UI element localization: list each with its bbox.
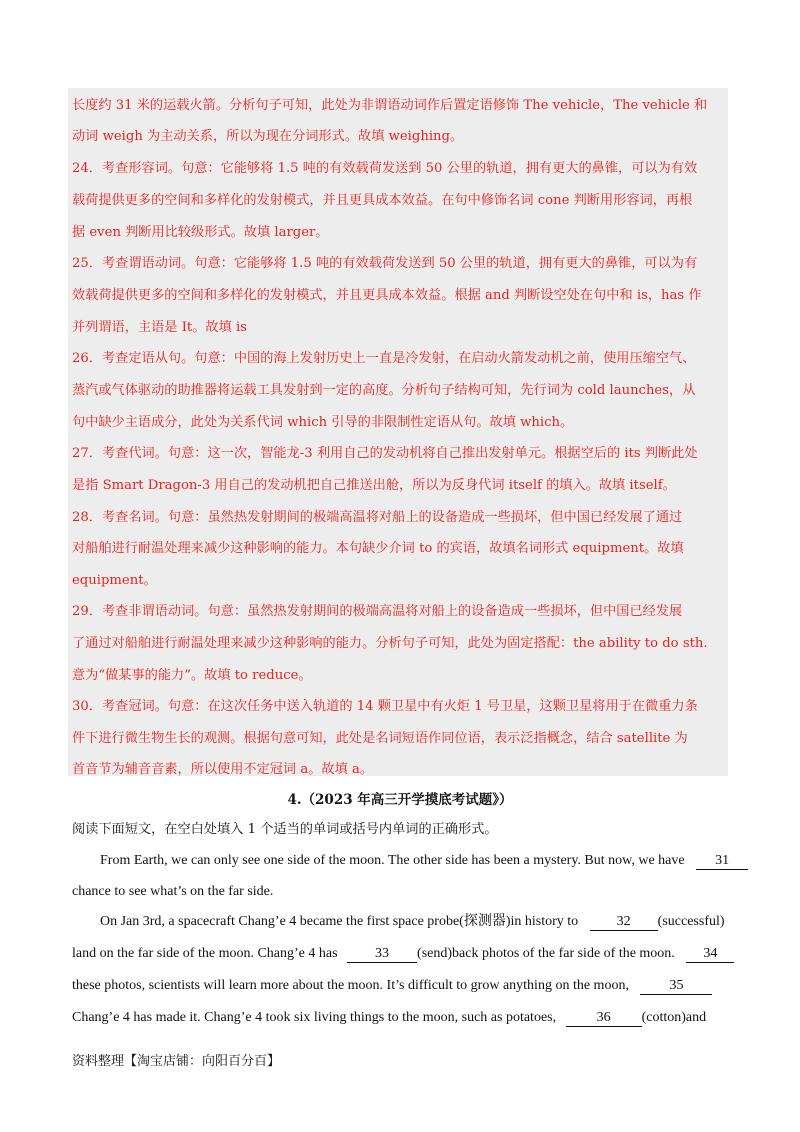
answer-line: 件下进行微生物生长的观测。根据句意可知，此处是名词短语作同位语，表示泛指概念，结合 satellite 为 — [72, 731, 688, 746]
passage-line: chance to see what’s on the far side. — [72, 884, 274, 899]
answer-line: 是指 Smart Dragon-3 用自己的发动机把自己推送出舱，所以为反身代词 itself 的填入。故填 itself。 — [72, 478, 676, 493]
passage-line — [100, 851, 748, 871]
blank-31[interactable]: 31 — [696, 853, 748, 870]
passage-text: On Jan 3rd, a spacecraft Chang’e 4 became the first space probe(探测器)in history to — [100, 914, 579, 929]
passage-line — [72, 944, 734, 964]
passage-text: (cotton)and — [641, 1010, 707, 1025]
answer-line: 并列谓语，主语是 It。故填 is — [72, 320, 247, 335]
answer-line: 效载荷提供更多的空间和多样化的发射模式，并且更具成本效益。根据 and 判断设空处在句中和 is，has 作 — [72, 288, 702, 303]
blank-36[interactable]: 36 — [566, 1010, 642, 1027]
answer-30-line: 30．考查冠词。句意：在这次任务中送入轨道的 14 颗卫星中有火炬 1 号卫星，这颗卫星将用于在微重力条 — [72, 699, 698, 714]
passage-line — [100, 912, 725, 932]
blank-32[interactable]: 32 — [590, 914, 658, 931]
answer-27-line: 27．考查代词。句意：这一次，智能龙-3 利用自己的发动机将自己推出发射单元。根据空后的 its 判断此处 — [72, 446, 698, 461]
passage-text: (successful) — [657, 914, 725, 929]
answer-29-line: 29．考查非谓语动词。句意：虽然热发射期间的极端高温将对船上的设备造成一些损坏，但中国已经发展 — [72, 604, 683, 619]
passage-text: From Earth, we can only see one side of the moon. The other side has been a mystery. But now, we have — [100, 853, 685, 868]
answer-line: 意为“做某事的能力”。故填 to reduce。 — [72, 668, 312, 683]
answer-25-line: 25．考查谓语动词。句意：它能够将 1.5 吨的有效载荷发送到 50 公里的轨道，拥有更大的鼻锥，可以为有 — [72, 256, 698, 271]
answer-line: 蒸汽或气体驱动的助推器将运载工具发射到一定的高度。分析句子结构可知，先行词为 cold launches，从 — [72, 383, 696, 398]
answer-line: 对船舶进行耐温处理来减少这种影响的能力。本句缺少介词 to 的宾语，故填名词形式 equipment。故填 — [72, 541, 684, 556]
blank-34[interactable]: 34 — [686, 946, 734, 963]
answer-line: 句中缺少主语成分，此处为关系代词 which 引导的非限制性定语从句。故填 which。 — [72, 415, 574, 430]
blank-35[interactable]: 35 — [640, 978, 712, 995]
answer-line: 动词 weigh 为主动关系，所以为现在分词形式。故填 weighing。 — [72, 129, 464, 144]
answer-28-line: 28．考查名词。句意：虽然热发射期间的极端高温将对船上的设备造成一些损坏，但中国已经发展了通过 — [72, 510, 683, 525]
passage-text: land on the far side of the moon. Chang’e 4 has — [72, 946, 338, 961]
answer-line: 首音节为辅音音素，所以使用不定冠词 a。故填 a。 — [72, 762, 374, 777]
section-heading: 4.（2023 年高三开学摸底考试题》） — [287, 792, 513, 808]
answer-24-line: 24．考查形容词。句意：它能够将 1.5 吨的有效载荷发送到 50 公里的轨道，拥有更大的鼻锥，可以为有效 — [72, 161, 698, 176]
answer-line: 长度约 31 米的运载火箭。分析句子可知，此处为非谓语动词作后置定语修饰 The vehicle，The vehicle 和 — [72, 98, 708, 113]
answer-line: 据 even 判断用比较级形式。故填 larger。 — [72, 225, 329, 240]
answer-line: 载荷提供更多的空间和多样化的发射模式，并且更具成本效益。在句中修饰名词 cone 判断用形容词，再根 — [72, 193, 693, 208]
answer-line: 了通过对船舶进行耐温处理来减少这种影响的能力。分析句子可知，此处为固定搭配：the ability to do sth. — [72, 636, 708, 651]
passage-line — [72, 976, 712, 996]
passage-text: these photos, scientists will learn more about the moon. It’s difficult to grow anything on the moon, — [72, 978, 629, 993]
passage-text: Chang’e 4 has made it. Chang’e 4 took six living things to the moon, such as potatoes, — [72, 1010, 557, 1025]
instruction-text: 阅读下面短文，在空白处填入 1 个适当的单词或括号内单词的正确形式。 — [72, 822, 498, 837]
answer-line: equipment。 — [72, 573, 157, 588]
passage-line — [72, 1008, 706, 1028]
passage-text: (send)back photos of the far side of the moon. — [417, 946, 675, 961]
answer-26-line: 26．考查定语从句。句意：中国的海上发射历史上一直是冷发射，在启动火箭发动机之前，使用压缩空气、 — [72, 351, 696, 366]
blank-33[interactable]: 33 — [347, 946, 417, 963]
footer-text: 资料整理【淘宝店铺：向阳百分百】 — [72, 1054, 281, 1069]
